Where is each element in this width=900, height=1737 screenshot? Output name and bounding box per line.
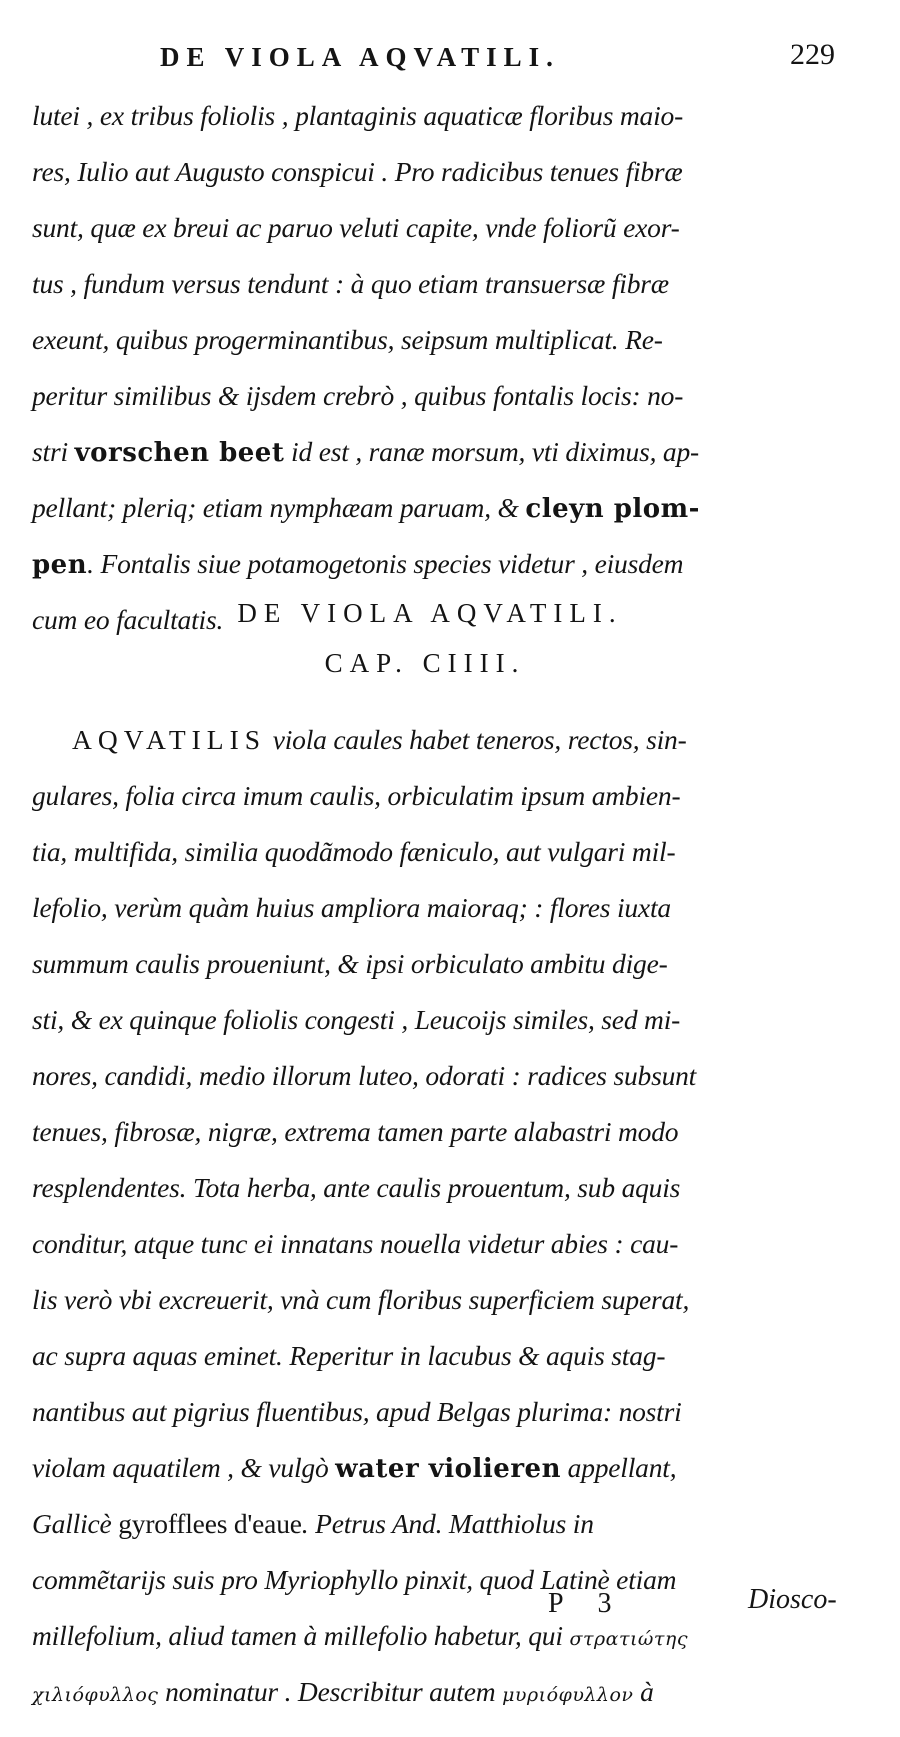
vernacular-term: cleyn plom- bbox=[525, 494, 700, 524]
text-line: millefolium, aliud tamen à millefolio habetur, qui στρατιώτης bbox=[32, 1620, 688, 1651]
text-line: sti, & ex quinque foliolis congesti , Leucoijs similes, sed mi- bbox=[32, 1004, 681, 1035]
text-line: nores, candidi, medio illorum luteo, odorati : radices subsunt bbox=[32, 1060, 697, 1091]
text-line: conditur, atque tunc ei innatans nouella videtur abies : cau- bbox=[32, 1228, 679, 1259]
chapter-body-text bbox=[32, 712, 860, 1720]
text-line: pellant; pleriq; etiam nymphæam paruam, & cleyn plom- bbox=[32, 492, 700, 524]
text-line: nantibus aut pigrius fluentibus, apud Belgas plurima: nostri bbox=[32, 1396, 682, 1427]
running-head: DE VIOLA AQVATILI. bbox=[160, 42, 560, 72]
text-line: tus , fundum versus tendunt : à quo etiam transuersæ fibræ bbox=[32, 268, 669, 299]
text-line: summum caulis proueniunt, & ipsi orbiculato ambitu dige- bbox=[32, 948, 668, 979]
vernacular-term: water violieren bbox=[335, 1454, 561, 1484]
text-line: pen. Fontalis siue potamogetonis species videtur , eiusdem bbox=[32, 548, 684, 580]
text-line: exeunt, quibus progerminantibus, seipsum multiplicat. Re- bbox=[32, 324, 663, 355]
greek-term: στρατιώτης bbox=[569, 1628, 688, 1650]
text-line: lis verò vbi excreuerit, vnà cum floribus superficiem superat, bbox=[32, 1284, 690, 1315]
signature-mark: P 3 bbox=[548, 1588, 626, 1619]
text-line: lutei , ex tribus foliolis , plantaginis aquaticæ floribus maio- bbox=[32, 100, 684, 131]
text-line: cum eo facultatis. bbox=[32, 604, 224, 635]
chapter-number: CAP. CIIII. bbox=[324, 648, 526, 678]
section-title: DE VIOLA AQVATILI. bbox=[237, 598, 623, 628]
text-line: res, Iulio aut Augusto conspicui . Pro radicibus tenues fibræ bbox=[32, 156, 683, 187]
catchword: Diosco- bbox=[748, 1584, 837, 1615]
lead-word: AQVATILIS bbox=[72, 724, 267, 755]
text-line: peritur similibus & ijsdem crebrò , quibus fontalis locis: no- bbox=[32, 380, 684, 411]
text-line: lefolio, verùm quàm huius ampliora maioraq; : flores iuxta bbox=[32, 892, 671, 923]
greek-term: μυριόφυλλον bbox=[502, 1684, 634, 1706]
text-line: commẽtarijs suis pro Myriophyllo pinxit, quod Latinè etiam bbox=[32, 1564, 677, 1595]
text-line: χιλιόφυλλος nominatur . Describitur autem μυριόφυλλον à bbox=[32, 1676, 654, 1707]
text-line: ac supra aquas eminet. Reperitur in lacubus & aquis stag- bbox=[32, 1340, 666, 1371]
text-line: resplendentes. Tota herba, ante caulis prouentum, sub aquis bbox=[32, 1172, 681, 1203]
greek-term: χιλιόφυλλος bbox=[32, 1684, 159, 1706]
text-line: sunt, quæ ex breui ac paruo veluti capite, vnde foliorũ exor- bbox=[32, 212, 680, 243]
page-number: 229 bbox=[790, 38, 835, 71]
text-line: Gallicè gyrofflees d'eaue. Petrus And. Matthiolus in bbox=[32, 1508, 594, 1539]
text-line: tia, multifida, similia quodãmodo fæniculo, aut vulgari mil- bbox=[32, 836, 676, 867]
vernacular-term: pen bbox=[32, 550, 88, 580]
text-line: gulares, folia circa imum caulis, orbiculatim ipsum ambien- bbox=[32, 780, 681, 811]
vernacular-term: vorschen beet bbox=[74, 438, 285, 468]
french-term: gyrofflees d'eaue bbox=[118, 1508, 302, 1539]
text-line: AQVATILIS viola caules habet teneros, rectos, sin- bbox=[72, 724, 687, 755]
text-line: stri vorschen beet id est , ranæ morsum, vti diximus, ap- bbox=[32, 436, 699, 468]
text-line: tenues, fibrosæ, nigræ, extrema tamen parte alabastri modo bbox=[32, 1116, 679, 1147]
text-line: violam aquatilem , & vulgò water violieren appellant, bbox=[32, 1452, 677, 1484]
previous-section-text bbox=[32, 88, 860, 648]
